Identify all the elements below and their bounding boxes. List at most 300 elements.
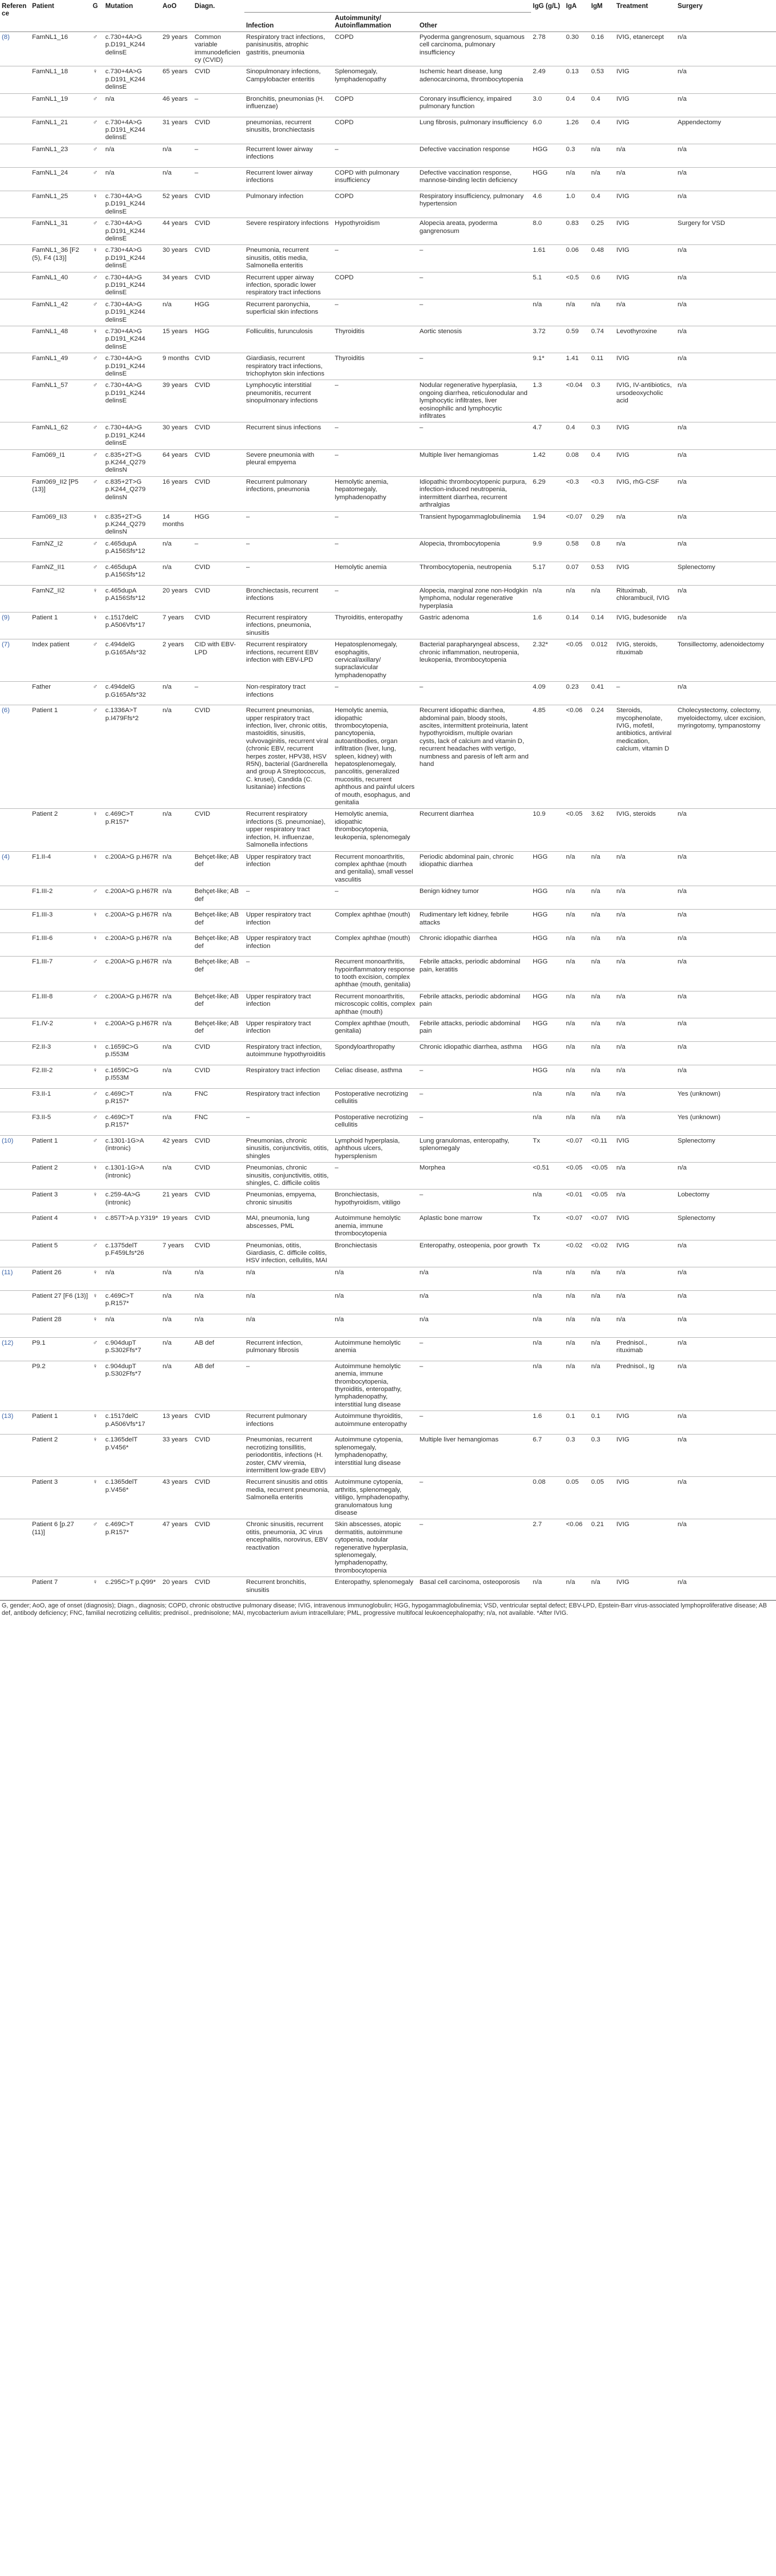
cell-gender: ♀ (91, 1267, 104, 1290)
cell-iga: 0.06 (564, 245, 589, 272)
cell-igm: 0.14 (589, 612, 615, 639)
cell-infection: Recurrent respiratory infections, recurrent EBV infection with EBV-LPD (244, 639, 333, 682)
header-row-1 (0, 0, 776, 13)
cell-gender: ♂ (91, 117, 104, 144)
cell-gender: ♂ (91, 1135, 104, 1162)
cell-iga: n/a (564, 1267, 589, 1290)
cell-diagnosis: HGG (193, 511, 244, 538)
cell-mutation: c.730+4A>G p.D191_K244 delinsE (104, 117, 161, 144)
cell-treatment: n/a (615, 538, 676, 562)
cell-reference (0, 1213, 30, 1240)
cell-infection: Lymphocytic interstitial pneumonitis, recurrent sinopulmonary infections (244, 380, 333, 422)
cell-gender: ♀ (91, 585, 104, 612)
cell-igg: HGG (531, 851, 564, 886)
cell-treatment: IVIG, budesonide (615, 612, 676, 639)
cell-mutation: c.200A>G p.H67R (104, 933, 161, 957)
cell-reference (0, 422, 30, 449)
cell-age-of-onset: 15 years (161, 326, 193, 353)
cell-gender: ♂ (91, 167, 104, 191)
cell-treatment: n/a (615, 851, 676, 886)
cell-autoimmunity: Complex aphthae (mouth) (333, 933, 418, 957)
cell-diagnosis: CVID (193, 1519, 244, 1577)
cell-patient: FamNL1_62 (30, 422, 91, 449)
cell-reference (0, 511, 30, 538)
cell-gender: ♂ (91, 422, 104, 449)
cell-igg: HGG (531, 991, 564, 1018)
cell-age-of-onset: n/a (161, 886, 193, 910)
cell-gender: ♂ (91, 299, 104, 326)
cell-reference (0, 272, 30, 299)
cell-igg: n/a (531, 1361, 564, 1411)
cell-surgery: n/a (676, 1361, 776, 1411)
cell-gender: ♂ (91, 991, 104, 1018)
cell-gender: ♂ (91, 957, 104, 991)
cell-treatment: n/a (615, 1112, 676, 1135)
cell-mutation: c.835+2T>G p.K244_Q279 delinsN (104, 511, 161, 538)
table-row (0, 639, 776, 682)
cell-diagnosis: CVID (193, 66, 244, 93)
cell-treatment: n/a (615, 1190, 676, 1213)
cell-autoimmunity: Autoimmune hemolytic anemia, immune thrombocytopenia, thyroiditis, enteropathy, lymphadenopathy, interstitial lung disease (333, 1361, 418, 1411)
cell-surgery: n/a (676, 272, 776, 299)
cell-iga: <0.05 (564, 639, 589, 682)
cell-autoimmunity: Enteropathy, splenomegaly (333, 1577, 418, 1601)
cell-treatment: n/a (615, 957, 676, 991)
cell-surgery: n/a (676, 1041, 776, 1065)
cell-patient: FamNL1_21 (30, 117, 91, 144)
cell-iga: 0.05 (564, 1477, 589, 1519)
cell-age-of-onset: 31 years (161, 117, 193, 144)
cell-diagnosis: Behçet-like; AB def (193, 886, 244, 910)
cell-diagnosis: CVID (193, 191, 244, 218)
cell-mutation: c.469C>T p.R157* (104, 809, 161, 851)
cell-igg: 1.3 (531, 380, 564, 422)
cell-iga: <0.07 (564, 1135, 589, 1162)
cell-igm: n/a (589, 167, 615, 191)
cell-iga: n/a (564, 585, 589, 612)
cell-age-of-onset: 20 years (161, 1577, 193, 1601)
cell-diagnosis: Common variable immunodeficiency (CVID) (193, 31, 244, 66)
cell-other: Enteropathy, osteopenia, poor growth (418, 1240, 531, 1267)
cell-age-of-onset: n/a (161, 1088, 193, 1112)
cell-igm: <0.3 (589, 476, 615, 511)
cell-iga: n/a (564, 1041, 589, 1065)
table-row (0, 1163, 776, 1190)
cell-treatment: n/a (615, 511, 676, 538)
cell-surgery: n/a (676, 326, 776, 353)
col-header: Diagn. (193, 0, 244, 31)
cell-reference (0, 117, 30, 144)
cell-diagnosis: – (193, 538, 244, 562)
cell-autoimmunity: Spondyloarthropathy (333, 1041, 418, 1065)
cell-igm: 0.05 (589, 1477, 615, 1519)
cell-age-of-onset: 46 years (161, 93, 193, 117)
cell-treatment: n/a (615, 1041, 676, 1065)
cell-autoimmunity: – (333, 245, 418, 272)
cell-other: Lung granulomas, enteropathy, splenomegaly (418, 1135, 531, 1162)
cell-mutation: c.904dupT p.S302Ffs*7 (104, 1337, 161, 1361)
cell-gender: ♀ (91, 851, 104, 886)
table-row (0, 299, 776, 326)
cell-treatment: IVIG (615, 245, 676, 272)
cell-surgery: n/a (676, 991, 776, 1018)
cell-diagnosis: CVID (193, 705, 244, 809)
cell-diagnosis: CVID (193, 117, 244, 144)
cell-treatment: n/a (615, 1290, 676, 1314)
cell-other: Recurrent diarrhea (418, 809, 531, 851)
cell-other: Periodic abdominal pain, chronic idiopathic diarrhea (418, 851, 531, 886)
cell-gender: ♀ (91, 1411, 104, 1435)
cell-autoimmunity: COPD (333, 117, 418, 144)
cell-age-of-onset: n/a (161, 1361, 193, 1411)
cell-igg: 1.94 (531, 511, 564, 538)
cell-gender: ♂ (91, 886, 104, 910)
cell-patient: FamNL1_40 (30, 272, 91, 299)
cell-age-of-onset: 43 years (161, 1477, 193, 1519)
cell-other: Respiratory insufficiency, pulmonary hypertension (418, 191, 531, 218)
cell-age-of-onset: n/a (161, 1065, 193, 1088)
cell-mutation: c.494delG p.G165Afs*32 (104, 639, 161, 682)
cell-autoimmunity: – (333, 422, 418, 449)
cell-igm: 0.4 (589, 191, 615, 218)
cell-other: Recurrent idiopathic diarrhea, abdominal pain, bloody stools, ascites, intermittent proteinuria, latent hypothyroidism, multiple ovarian cysts, lack of calcium and vitamin D, recurrent headaches with vertigo, numbness and paresis of left arm and hand (418, 705, 531, 809)
cell-patient: Patient 2 (30, 809, 91, 851)
table-row (0, 353, 776, 380)
cell-age-of-onset: 33 years (161, 1435, 193, 1477)
cell-igm: 0.4 (589, 449, 615, 476)
cell-mutation: c.469C>T p.R157* (104, 1112, 161, 1135)
table-row (0, 1411, 776, 1435)
cell-mutation: c.1517delC p.A506Vfs*17 (104, 1411, 161, 1435)
cell-iga: n/a (564, 910, 589, 933)
cell-surgery: n/a (676, 1519, 776, 1577)
cell-diagnosis: AB def (193, 1361, 244, 1411)
cell-reference: (9) (0, 612, 30, 639)
cell-igg: HGG (531, 957, 564, 991)
cell-igm: 0.21 (589, 1519, 615, 1577)
cell-surgery: n/a (676, 612, 776, 639)
cell-autoimmunity: Recurrent monoarthritis, complex aphthae (mouth and genitalia), small vessel vasculitis (333, 851, 418, 886)
cell-igm: 0.41 (589, 682, 615, 705)
cell-mutation: c.1375delT p.F459Lfs*26 (104, 1240, 161, 1267)
col-header: IgA (564, 0, 589, 31)
cell-reference (0, 476, 30, 511)
cell-iga: n/a (564, 957, 589, 991)
cell-reference (0, 1477, 30, 1519)
cell-iga: n/a (564, 1018, 589, 1041)
cell-igg: 8.0 (531, 218, 564, 245)
cell-igg: 6.29 (531, 476, 564, 511)
cell-diagnosis: HGG (193, 326, 244, 353)
cell-reference: (4) (0, 851, 30, 886)
cell-diagnosis: HGG (193, 299, 244, 326)
cell-other: Morphea (418, 1163, 531, 1190)
cell-gender: ♂ (91, 1240, 104, 1267)
cell-igg: HGG (531, 910, 564, 933)
cell-iga: <0.04 (564, 380, 589, 422)
cell-diagnosis: CVID (193, 562, 244, 585)
cell-age-of-onset: n/a (161, 167, 193, 191)
table-row (0, 933, 776, 957)
cell-gender: ♀ (91, 1190, 104, 1213)
cell-age-of-onset: n/a (161, 562, 193, 585)
cell-gender: ♂ (91, 144, 104, 167)
cell-mutation: c.259-4A>G (intronic) (104, 1190, 161, 1213)
cell-igg: n/a (531, 299, 564, 326)
cell-other: Rudimentary left kidney, febrile attacks (418, 910, 531, 933)
cell-autoimmunity: Hepatosplenomegaly, esophagitis, cervical/axillary/ supraclavicular lymphadenopathy (333, 639, 418, 682)
cell-treatment: IVIG (615, 191, 676, 218)
cell-igm: n/a (589, 1337, 615, 1361)
cell-iga: 0.23 (564, 682, 589, 705)
cell-infection: Recurrent pulmonary infections (244, 1411, 333, 1435)
cell-age-of-onset: n/a (161, 144, 193, 167)
cell-gender: ♀ (91, 66, 104, 93)
cell-surgery: n/a (676, 93, 776, 117)
cell-other: – (418, 1411, 531, 1435)
cell-other: Febrile attacks, periodic abdominal pain (418, 1018, 531, 1041)
cell-other: Febrile attacks, periodic abdominal pain (418, 991, 531, 1018)
cell-reference: (6) (0, 705, 30, 809)
cell-igg: 1.6 (531, 1411, 564, 1435)
cell-infection: Sinopulmonary infections, Campylobacter enteritis (244, 66, 333, 93)
cell-mutation: c.465dupA p.A156Sfs*12 (104, 562, 161, 585)
cell-treatment: n/a (615, 1088, 676, 1112)
cell-infection: Severe respiratory infections (244, 218, 333, 245)
cell-autoimmunity: Autoimmune hemolytic anemia (333, 1337, 418, 1361)
cell-treatment: Steroids, mycophenolate, IVIG, mofetil, antibiotics, antiviral medication, calcium, vitamin D (615, 705, 676, 809)
cell-other: Coronary insufficiency, impaired pulmonary function (418, 93, 531, 117)
cell-gender: ♀ (91, 511, 104, 538)
cell-iga: <0.06 (564, 1519, 589, 1577)
cell-diagnosis: CVID (193, 1213, 244, 1240)
col-header: G (91, 0, 104, 31)
table-row (0, 245, 776, 272)
cell-patient: F1.III-2 (30, 886, 91, 910)
cell-igm: 0.012 (589, 639, 615, 682)
cell-infection: – (244, 538, 333, 562)
cell-mutation: n/a (104, 93, 161, 117)
cell-autoimmunity: Complex aphthae (mouth, genitalia) (333, 1018, 418, 1041)
cell-igg: 1.61 (531, 245, 564, 272)
cell-infection: Folliculitis, furunculosis (244, 326, 333, 353)
cell-iga: 0.30 (564, 31, 589, 66)
cell-igg: Tx (531, 1240, 564, 1267)
table-row (0, 1337, 776, 1361)
cell-igg: HGG (531, 1018, 564, 1041)
cell-iga: <0.06 (564, 705, 589, 809)
cell-patient: FamNL1_25 (30, 191, 91, 218)
cell-autoimmunity: Postoperative necrotizing cellulitis (333, 1088, 418, 1112)
cell-autoimmunity: Thyroiditis (333, 326, 418, 353)
cell-igg: 9.1* (531, 353, 564, 380)
cell-igg: HGG (531, 886, 564, 910)
table-row (0, 612, 776, 639)
cell-gender: ♀ (91, 326, 104, 353)
cell-reference (0, 93, 30, 117)
cell-mutation: c.730+4A>G p.D191_K244 delinsE (104, 353, 161, 380)
cell-treatment: n/a (615, 910, 676, 933)
cell-diagnosis: CVID (193, 1577, 244, 1601)
cell-mutation: c.1365delT p.V456* (104, 1435, 161, 1477)
cell-reference (0, 585, 30, 612)
cell-infection: – (244, 511, 333, 538)
cell-mutation: c.469C>T p.R157* (104, 1519, 161, 1577)
cell-iga: 0.14 (564, 612, 589, 639)
cell-diagnosis: Behçet-like; AB def (193, 851, 244, 886)
cell-surgery: n/a (676, 1477, 776, 1519)
cell-surgery: n/a (676, 809, 776, 851)
cell-diagnosis: Behçet-like; AB def (193, 957, 244, 991)
cell-reference (0, 1065, 30, 1088)
cell-other: – (418, 1190, 531, 1213)
cell-age-of-onset: n/a (161, 1018, 193, 1041)
cell-surgery: n/a (676, 422, 776, 449)
cell-igm: n/a (589, 585, 615, 612)
cell-reference (0, 682, 30, 705)
cell-autoimmunity: Complex aphthae (mouth) (333, 910, 418, 933)
cell-reference (0, 449, 30, 476)
cell-mutation: c.200A>G p.H67R (104, 910, 161, 933)
col-header-empty (244, 0, 333, 13)
col-header: Infection (244, 13, 333, 32)
cell-age-of-onset: n/a (161, 1314, 193, 1337)
cell-autoimmunity: Postoperative necrotizing cellulitis (333, 1112, 418, 1135)
cell-reference (0, 1018, 30, 1041)
cell-surgery: n/a (676, 1435, 776, 1477)
cell-igm: <0.02 (589, 1240, 615, 1267)
cell-iga: n/a (564, 1112, 589, 1135)
cell-diagnosis: n/a (193, 1290, 244, 1314)
cell-igg: 0.08 (531, 1477, 564, 1519)
cell-patient: FamNL1_57 (30, 380, 91, 422)
cell-treatment: n/a (615, 144, 676, 167)
cell-mutation: n/a (104, 167, 161, 191)
cell-infection: n/a (244, 1314, 333, 1337)
cell-reference (0, 191, 30, 218)
cell-age-of-onset: n/a (161, 851, 193, 886)
cell-infection: Recurrent bronchitis, sinusitis (244, 1577, 333, 1601)
cell-iga: n/a (564, 167, 589, 191)
cell-reference (0, 910, 30, 933)
cell-autoimmunity: COPD (333, 93, 418, 117)
cell-gender: ♂ (91, 218, 104, 245)
cell-mutation: c.1659C>G p.I553M (104, 1065, 161, 1088)
cell-reference (0, 957, 30, 991)
cell-age-of-onset: 7 years (161, 1240, 193, 1267)
cell-patient: FamNL1_19 (30, 93, 91, 117)
table-row (0, 31, 776, 66)
cell-iga: 1.26 (564, 117, 589, 144)
cell-patient: FamNZ_I2 (30, 538, 91, 562)
cell-diagnosis: CVID (193, 1190, 244, 1213)
cell-patient: FamNL1_16 (30, 31, 91, 66)
cell-surgery: n/a (676, 585, 776, 612)
cell-reference (0, 1314, 30, 1337)
table-row (0, 991, 776, 1018)
cell-diagnosis: CVID (193, 1065, 244, 1088)
cell-gender: ♀ (91, 245, 104, 272)
cell-diagnosis: n/a (193, 1314, 244, 1337)
cell-patient: FamNL1_42 (30, 299, 91, 326)
cell-surgery: n/a (676, 144, 776, 167)
cell-diagnosis: CVID (193, 1135, 244, 1162)
cell-age-of-onset: n/a (161, 1112, 193, 1135)
cell-igm: 0.25 (589, 218, 615, 245)
cell-treatment: n/a (615, 1018, 676, 1041)
cell-patient: FamNL1_23 (30, 144, 91, 167)
cell-patient: Patient 1 (30, 1411, 91, 1435)
cell-age-of-onset: 16 years (161, 476, 193, 511)
cell-surgery: n/a (676, 191, 776, 218)
cell-mutation: c.1301-1G>A (intronic) (104, 1135, 161, 1162)
cell-age-of-onset: 65 years (161, 66, 193, 93)
cell-autoimmunity: – (333, 380, 418, 422)
table-row (0, 562, 776, 585)
cell-treatment: IVIG (615, 1519, 676, 1577)
cell-mutation: c.465dupA p.A156Sfs*12 (104, 538, 161, 562)
cell-infection: Non-respiratory tract infections (244, 682, 333, 705)
cell-autoimmunity: Autoimmune hemolytic anemia, immune thrombocytopenia (333, 1213, 418, 1240)
col-header: Patient (30, 0, 91, 31)
cell-treatment: Rituximab, chlorambucil, IVIG (615, 585, 676, 612)
cell-treatment: n/a (615, 1267, 676, 1290)
cell-age-of-onset: n/a (161, 538, 193, 562)
cell-reference: (7) (0, 639, 30, 682)
cell-mutation: c.857T>A p.Y319* (104, 1213, 161, 1240)
cell-patient: Father (30, 682, 91, 705)
cell-igg: Tx (531, 1213, 564, 1240)
cell-gender: ♀ (91, 1290, 104, 1314)
cell-age-of-onset: 30 years (161, 422, 193, 449)
cell-gender: ♂ (91, 93, 104, 117)
table-row (0, 809, 776, 851)
cell-diagnosis: FNC (193, 1112, 244, 1135)
cell-infection: Recurrent sinusitis and otitis media, recurrent pneumonia, Salmonella enteritis (244, 1477, 333, 1519)
cell-surgery: n/a (676, 1163, 776, 1190)
cell-igm: n/a (589, 933, 615, 957)
cell-igm: 0.24 (589, 705, 615, 809)
cell-surgery: Surgery for VSD (676, 218, 776, 245)
cell-patient: Patient 1 (30, 1135, 91, 1162)
cell-infection: pneumonias, recurrent sinusitis, bronchiectasis (244, 117, 333, 144)
cell-reference (0, 380, 30, 422)
cell-infection: Respiratory tract infections, panisinusitis, atrophic gastritis, pneumonia (244, 31, 333, 66)
table-row (0, 1041, 776, 1065)
cell-igm: n/a (589, 1065, 615, 1088)
footnote-row (0, 1601, 776, 1619)
cell-other: Alopecia, marginal zone non-Hodgkin lymphoma, nodular regenerative hyperplasia (418, 585, 531, 612)
table-row (0, 326, 776, 353)
cell-iga: 0.4 (564, 422, 589, 449)
cell-patient: Patient 2 (30, 1435, 91, 1477)
cell-surgery: Lobectomy (676, 1190, 776, 1213)
cell-gender: ♂ (91, 705, 104, 809)
cell-autoimmunity: COPD (333, 31, 418, 66)
cell-autoimmunity: – (333, 585, 418, 612)
cell-mutation: c.200A>G p.H67R (104, 851, 161, 886)
cell-age-of-onset: 30 years (161, 245, 193, 272)
cell-gender: ♀ (91, 1361, 104, 1411)
cell-other: – (418, 353, 531, 380)
cell-patient: FamNL1_18 (30, 66, 91, 93)
cell-mutation: c.200A>G p.H67R (104, 991, 161, 1018)
table-row (0, 1190, 776, 1213)
cell-surgery: n/a (676, 167, 776, 191)
cell-reference (0, 562, 30, 585)
cell-autoimmunity: – (333, 511, 418, 538)
cell-igm: 0.3 (589, 1435, 615, 1477)
